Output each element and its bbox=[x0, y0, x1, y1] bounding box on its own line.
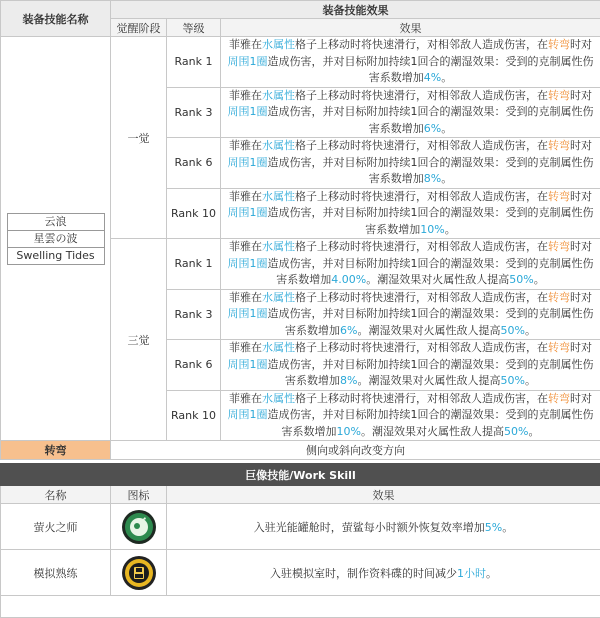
stage-label: 一觉 bbox=[111, 37, 167, 239]
rank-label: Rank 1 bbox=[167, 239, 221, 290]
rank-effect: 菲雅在水属性格子上移动时将快速滑行，对相邻敌人造成伤害，在转弯时对周围1圈造成伤害，并对目标附加持续1回合的潮湿效果：受到的克制属性伤害系数增加10%。 bbox=[221, 188, 600, 239]
data-disk-icon bbox=[121, 555, 157, 591]
effect-header: 效果 bbox=[221, 19, 600, 37]
rank-effect: 菲雅在水属性格子上移动时将快速滑行，对相邻敌人造成伤害，在转弯时对周围1圈造成伤害，并对目标附加持续1回合的潮湿效果：受到的克制属性伤害系数增加4%。 bbox=[221, 37, 600, 88]
work-skill-table bbox=[0, 463, 600, 618]
skill-name-cell bbox=[1, 37, 111, 441]
rank-label: Rank 6 bbox=[167, 340, 221, 391]
work-skill-icon-cell bbox=[111, 550, 167, 596]
stage-label: 三觉 bbox=[111, 239, 167, 441]
work-skill-title: 巨像技能/Work Skill bbox=[1, 464, 600, 486]
skill-name-header: 装备技能名称 bbox=[1, 1, 111, 37]
rank-effect: 菲雅在水属性格子上移动时将快速滑行，对相邻敌人造成伤害，在转弯时对周围1圈造成伤害，并对目标附加持续1回合的潮湿效果：受到的克制属性伤害系数增加10%。潮湿效果对火属性敌人提高50%。 bbox=[221, 390, 600, 441]
work-skill-effect: 入驻模拟室时，制作资料碟的时间减少1小时。 bbox=[167, 550, 600, 596]
firefly-lamp-icon bbox=[121, 509, 157, 545]
work-skill-icon-cell bbox=[111, 504, 167, 550]
rank-effect: 菲雅在水属性格子上移动时将快速滑行，对相邻敌人造成伤害，在转弯时对周围1圈造成伤害，并对目标附加持续1回合的潮湿效果：受到的克制属性伤害系数增加6%。潮湿效果对火属性敌人提高50%。 bbox=[221, 289, 600, 340]
effect-group-header: 装备技能效果 bbox=[111, 1, 600, 19]
level-header: 等级 bbox=[167, 19, 221, 37]
rank-effect: 菲雅在水属性格子上移动时将快速滑行，对相邻敌人造成伤害，在转弯时对周围1圈造成伤害，并对目标附加持续1回合的潮湿效果：受到的克制属性伤害系数增加6%。 bbox=[221, 87, 600, 138]
skill-name: 星雲の波 bbox=[8, 231, 104, 248]
rank-rows bbox=[1, 37, 600, 441]
rank-label: Rank 1 bbox=[167, 37, 221, 88]
skill-name: Swelling Tides bbox=[8, 248, 104, 264]
work-skill-row bbox=[1, 550, 600, 596]
work-icon-header: 图标 bbox=[111, 486, 167, 504]
work-name-header: 名称 bbox=[1, 486, 111, 504]
rank-label: Rank 10 bbox=[167, 188, 221, 239]
work-effect-header: 效果 bbox=[167, 486, 600, 504]
rank-label: Rank 3 bbox=[167, 289, 221, 340]
rank-label: Rank 6 bbox=[167, 138, 221, 189]
empty-row bbox=[1, 596, 600, 618]
turn-label: 转弯 bbox=[1, 441, 111, 460]
stage-header: 觉醒阶段 bbox=[111, 19, 167, 37]
turn-description: 侧向或斜向改变方向 bbox=[111, 441, 600, 460]
rank-label: Rank 10 bbox=[167, 390, 221, 441]
work-skill-effect: 入驻光能罐舱时，萤鲨每小时额外恢复效率增加5%。 bbox=[167, 504, 600, 550]
work-skill-name: 萤火之师 bbox=[1, 504, 111, 550]
work-skill-row bbox=[1, 504, 600, 550]
rank-effect: 菲雅在水属性格子上移动时将快速滑行，对相邻敌人造成伤害，在转弯时对周围1圈造成伤害，并对目标附加持续1回合的潮湿效果：受到的克制属性伤害系数增加8%。潮湿效果对火属性敌人提高50%。 bbox=[221, 340, 600, 391]
rank-row bbox=[1, 37, 600, 88]
skill-name-box bbox=[7, 213, 105, 265]
rank-effect: 菲雅在水属性格子上移动时将快速滑行，对相邻敌人造成伤害，在转弯时对周围1圈造成伤害，并对目标附加持续1回合的潮湿效果：受到的克制属性伤害系数增加4.00%。潮湿效果对火属性敌人提高50%。 bbox=[221, 239, 600, 290]
work-skill-name: 模拟熟练 bbox=[1, 550, 111, 596]
rank-effect: 菲雅在水属性格子上移动时将快速滑行，对相邻敌人造成伤害，在转弯时对周围1圈造成伤害，并对目标附加持续1回合的潮湿效果：受到的克制属性伤害系数增加8%。 bbox=[221, 138, 600, 189]
rank-label: Rank 3 bbox=[167, 87, 221, 138]
skill-name: 云浪 bbox=[8, 214, 104, 231]
